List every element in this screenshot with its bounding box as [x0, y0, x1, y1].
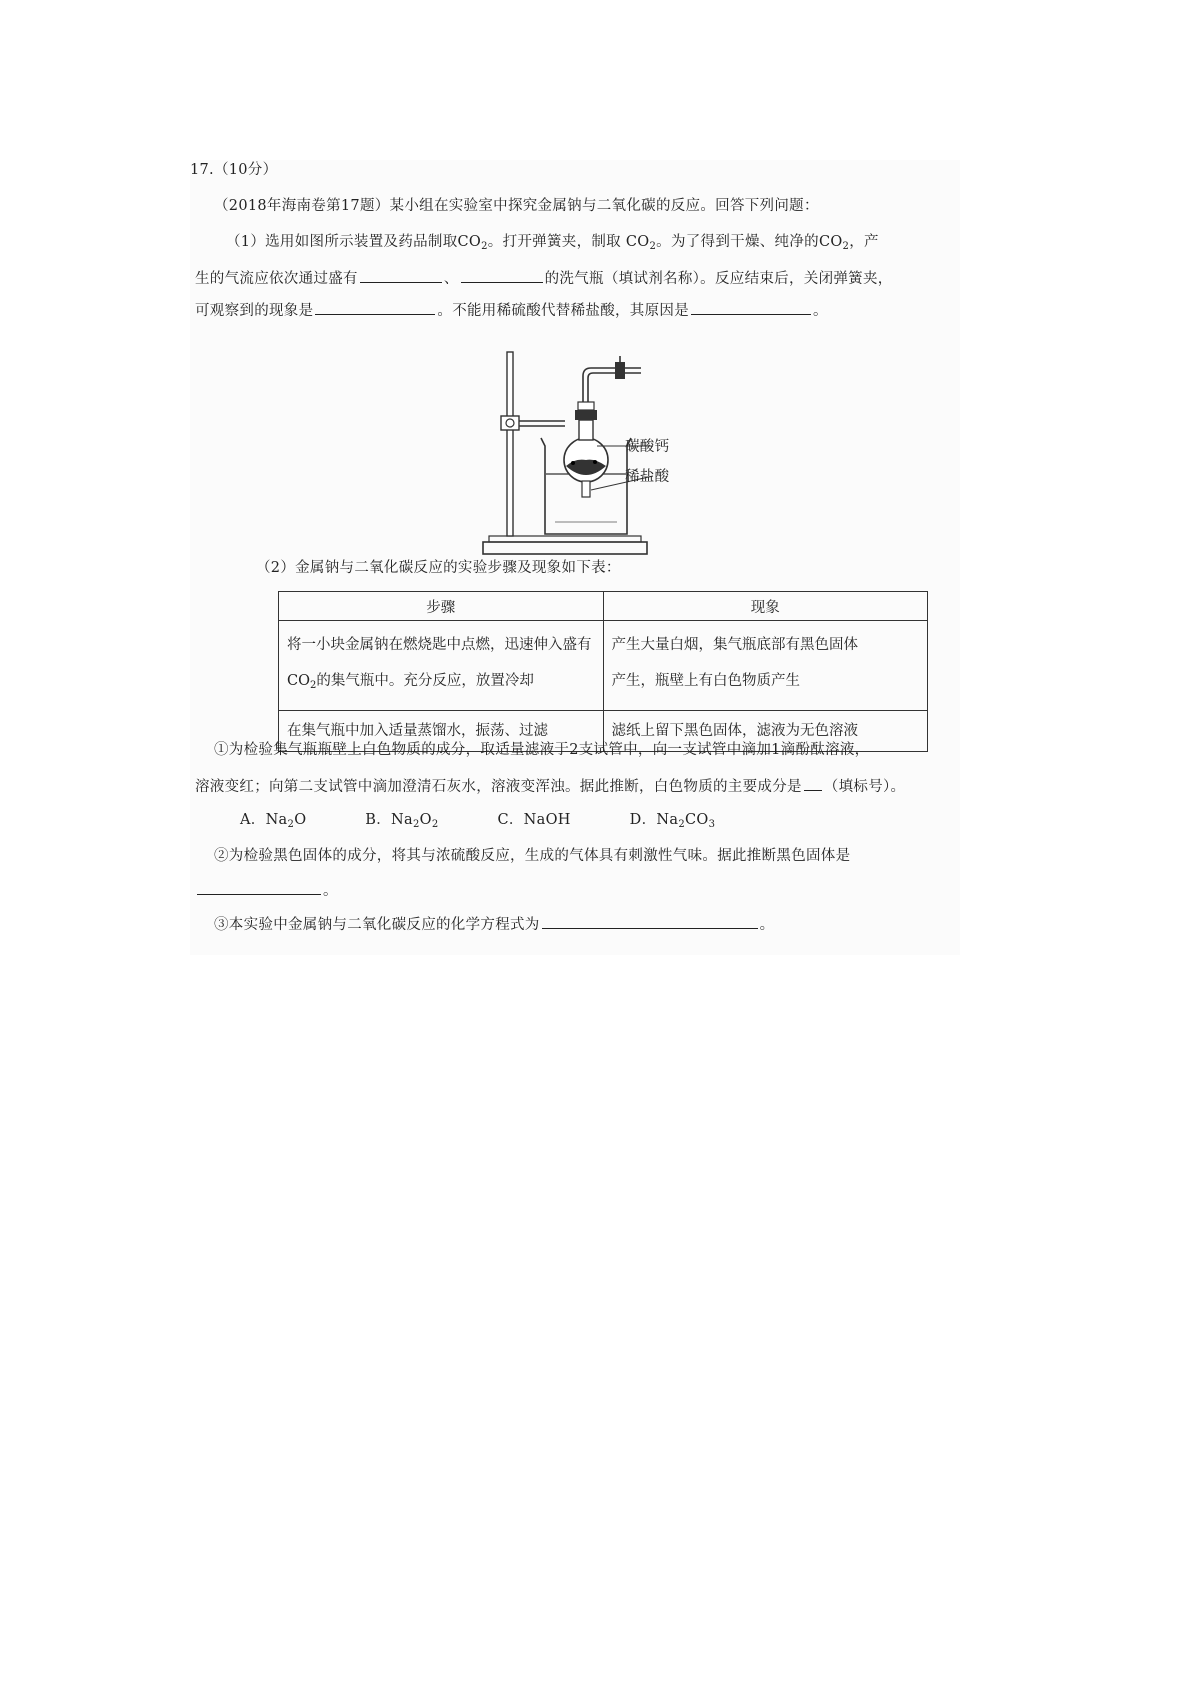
option-b[interactable]: B．$Na_2O_2$	[365, 812, 439, 830]
part1-line1: （1）选用如图所示装置及药品制取$CO_2$。打开弹簧夹，制取 $CO_2$。为了得到干燥、纯净的$CO_2$，产	[226, 234, 879, 252]
steps-table	[278, 591, 928, 752]
option-d[interactable]: D．$Na_2CO_3$	[629, 812, 716, 830]
q2-line1: ②为检验黑色固体的成分，将其与浓硫酸反应，生成的气体具有刺激性气味。据此推断黑色固体是	[214, 848, 851, 864]
answer-blank-reagent-1[interactable]	[360, 268, 442, 283]
table-header-observation: 现象	[603, 592, 928, 621]
table-cell-step: 在集气瓶中加入适量蒸馏水，振荡、过滤	[279, 711, 604, 752]
question-intro: （2018年海南卷第17题）某小组在实验室中探究金属钠与二氧化碳的反应。回答下列问题：	[214, 198, 819, 214]
answer-blank-option[interactable]	[804, 776, 822, 791]
spring-clamp	[615, 362, 625, 379]
apparatus-label-hydrochloric-acid: 稀盐酸	[625, 469, 670, 485]
option-a[interactable]: A．$Na_2O$	[240, 812, 307, 830]
table-cell-observation: 产生大量白烟，集气瓶底部有黑色固体 产生，瓶壁上有白色物质产生	[603, 621, 928, 711]
part1-line2: 生的气流应依次通过盛有 、 的洗气瓶（填试剂名称）。反应结束后，关闭弹簧夹，	[195, 268, 893, 289]
answer-blank-phenomenon[interactable]	[315, 300, 435, 315]
answer-blank-reason[interactable]	[691, 300, 811, 315]
table-header-row	[279, 592, 928, 621]
answer-blank-equation[interactable]	[542, 914, 758, 929]
part1-line3: 可观察到的现象是 。不能用稀硫酸代替稀盐酸，其原因是 。	[195, 300, 828, 321]
table-cell-observation: 滤纸上留下黑色固体，滤液为无色溶液	[603, 711, 928, 752]
q3-line: ③本实验中金属钠与二氧化碳反应的化学方程式为 。	[214, 914, 774, 935]
table-header-step: 步骤	[279, 592, 604, 621]
question-header: 17.（10分）	[190, 162, 278, 178]
table-cell-step: 将一小块金属钠在燃烧匙中点燃，迅速伸入盛有 $CO_2$的集气瓶中。充分反应，放置冷却	[279, 621, 604, 711]
rubber-stopper	[575, 410, 597, 420]
option-c[interactable]: C．NaOH	[497, 812, 571, 828]
stand-base	[483, 542, 647, 554]
stand-rod	[507, 352, 513, 536]
options-line	[240, 810, 769, 835]
clamp-boss	[501, 416, 519, 430]
apparatus-label-calcium-carbonate: 碳酸钙	[625, 439, 670, 455]
q1-line2: 溶液变红；向第二支试管中滴加澄清石灰水，溶液变浑浊。据此推断，白色物质的主要成分是 （填标号）。	[195, 776, 905, 797]
q2-line2: 。	[195, 880, 338, 901]
q1-line1: ①为检验集气瓶瓶壁上白色物质的成分，取适量滤液于2支试管中，向一支试管中滴加1滴酚酞溶液，	[214, 742, 870, 758]
part2-title: （2）金属钠与二氧化碳反应的实验步骤及现象如下表：	[256, 560, 621, 576]
answer-blank-reagent-2[interactable]	[461, 268, 543, 283]
table-row	[279, 621, 928, 711]
answer-blank-black-solid[interactable]	[197, 880, 321, 895]
bulb-neck	[579, 420, 593, 440]
